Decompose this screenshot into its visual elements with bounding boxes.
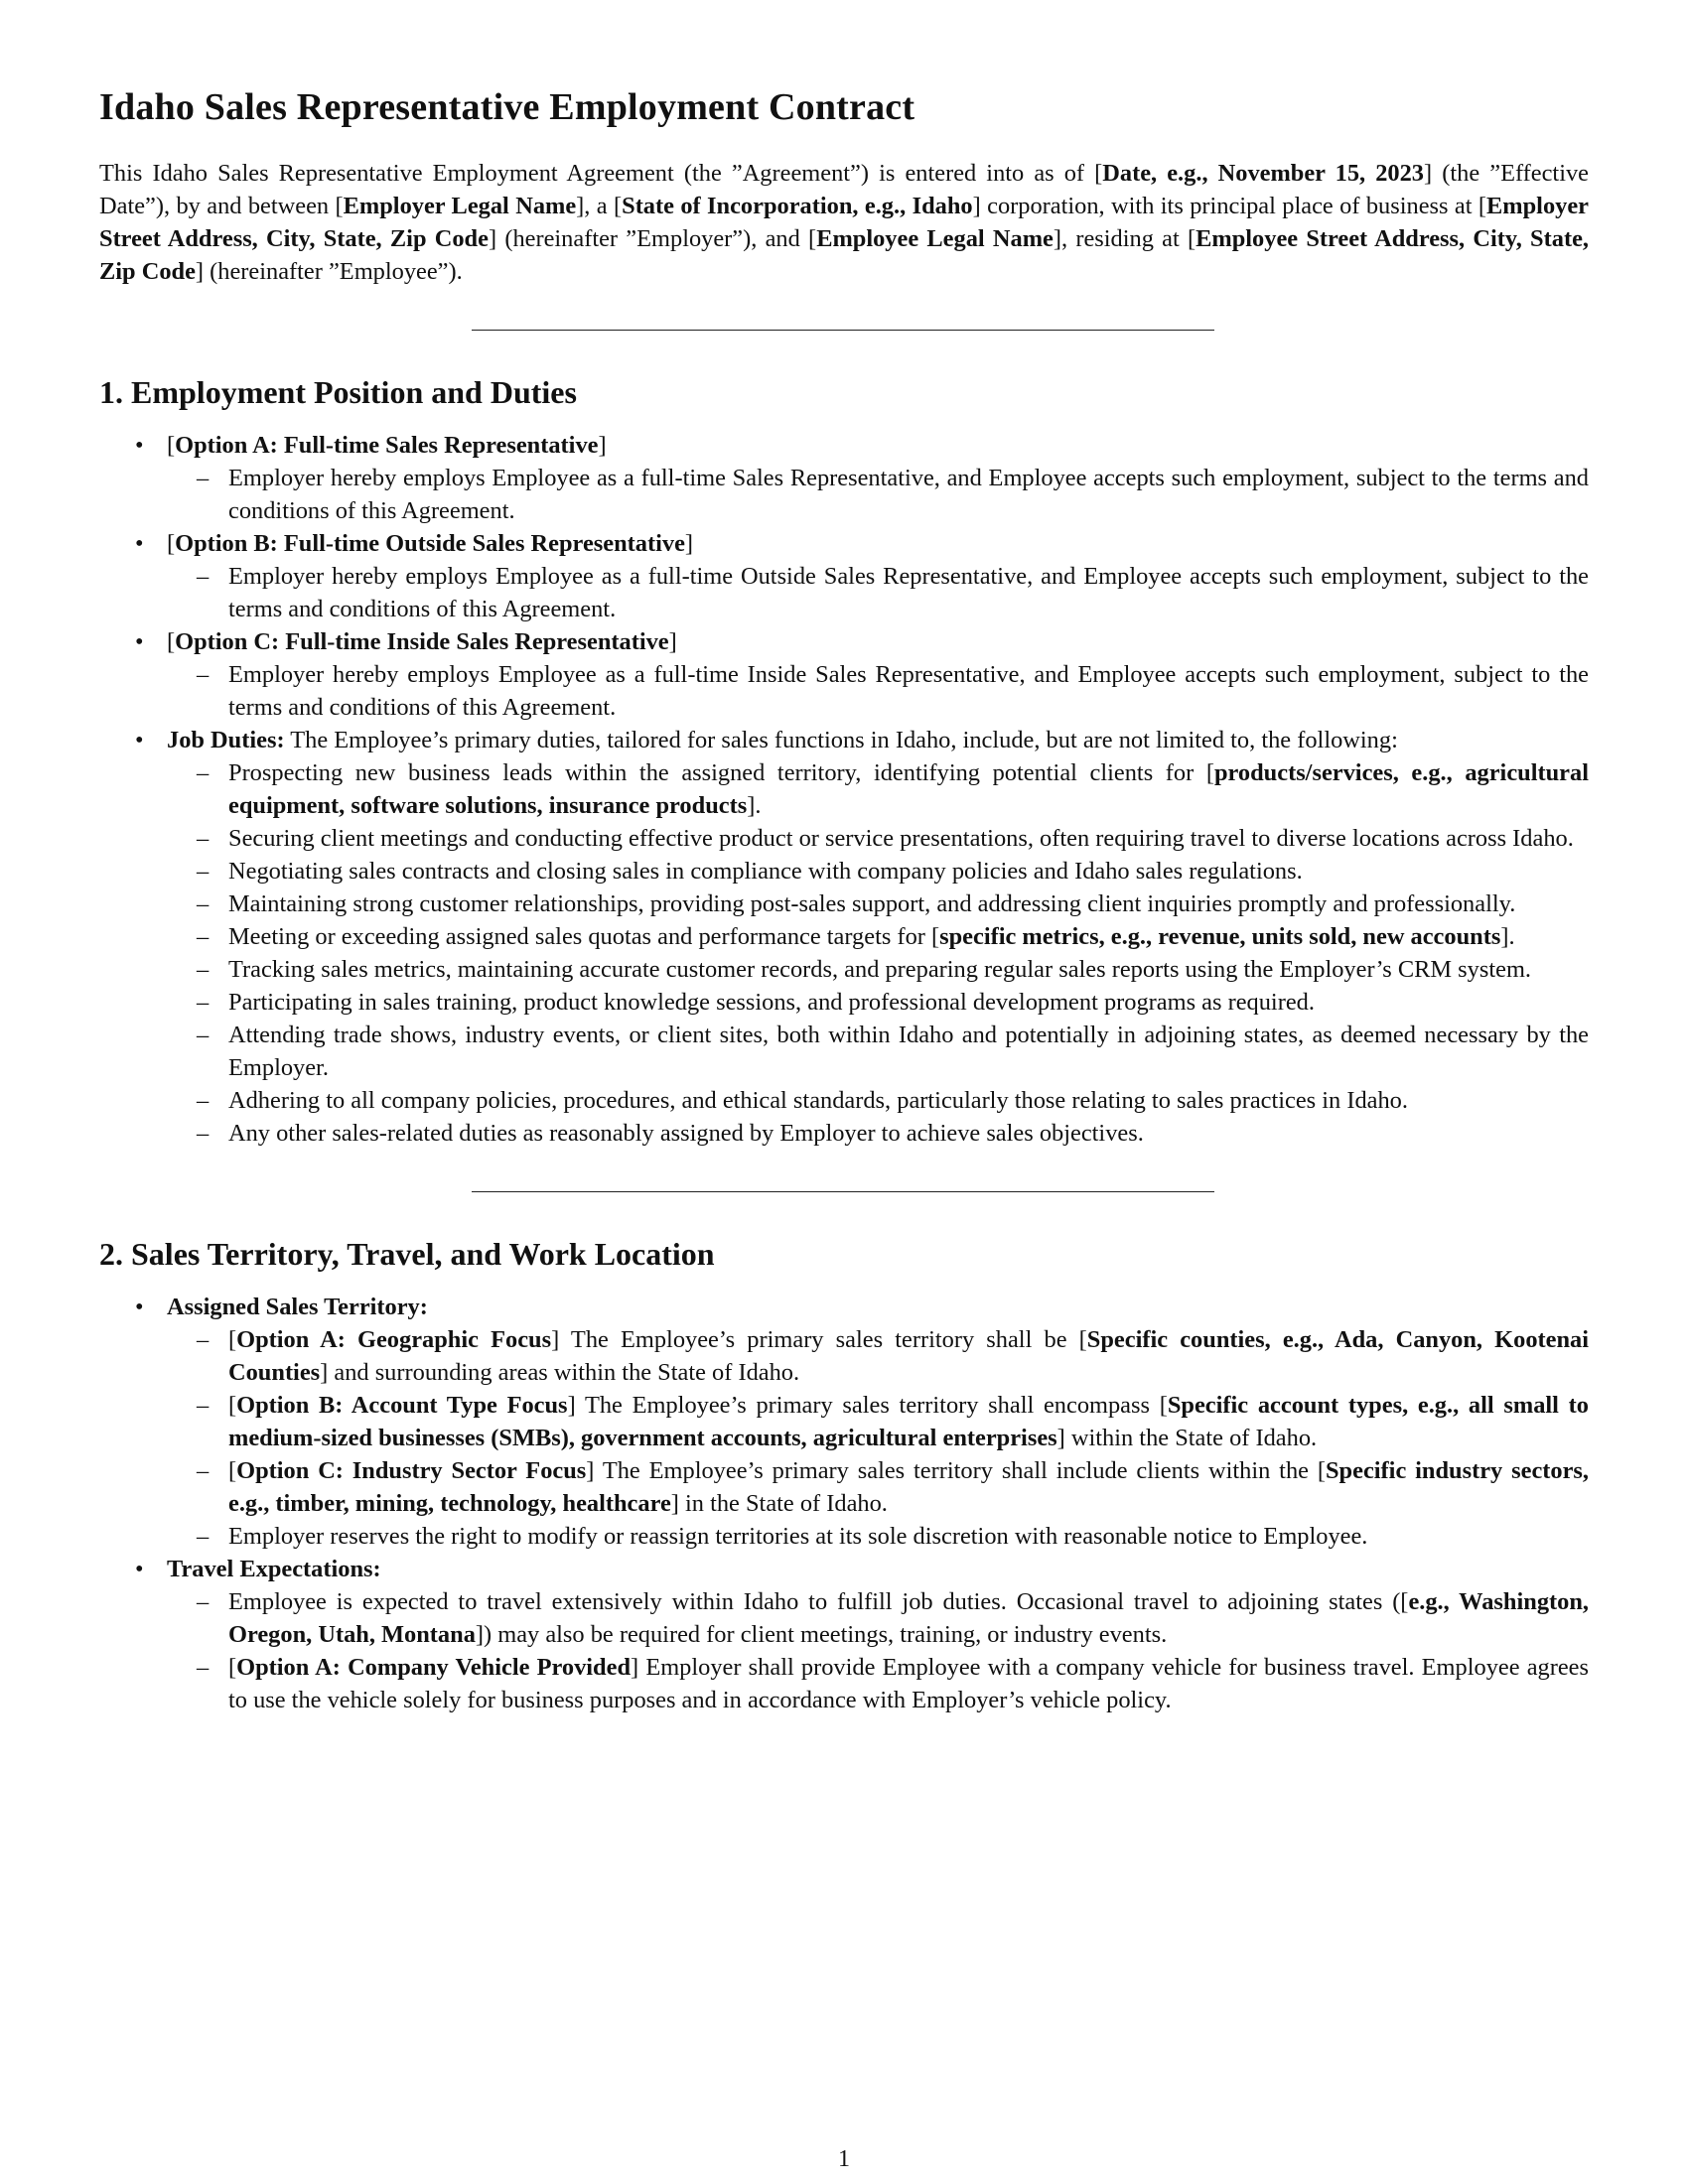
- duties-list: [167, 756, 1589, 1150]
- list-item: – Maintaining strong customer relationships, providing post-sales support, and addressing client inquiries promptly and professionally.: [167, 887, 1589, 920]
- bullet-icon: •: [135, 1294, 144, 1320]
- section-1: [99, 374, 1589, 1150]
- dash-icon: –: [197, 858, 210, 885]
- date-placeholder: Date, e.g., November 15, 2023: [1102, 160, 1425, 187]
- intro-paragraph: This Idaho Sales Representative Employment Agreement (the ”Agreement”) is entered into as of [Date, e.g., November 15, 2023] (the ”Effective Date”), by and between [Employer Legal Name], a [State of Incorporation, e.g., Idaho] corporation, with its principal place of business at [Employer Street Address, City, State, Zip Code] (hereinafter ”Employer”), and [Employee Legal Name], residing at [Employee Street Address, City, State, Zip Code] (hereinafter ”Employee”).: [99, 160, 1589, 285]
- list-item: – Any other sales-related duties as reasonably assigned by Employer to achieve sales objectives.: [167, 1117, 1589, 1150]
- dash-icon: –: [197, 1392, 210, 1419]
- dash-icon: –: [197, 923, 210, 950]
- dash-icon: –: [197, 1523, 210, 1550]
- document-page: [99, 85, 1589, 1716]
- bullet-icon: •: [135, 628, 144, 655]
- section-2-list: [99, 1291, 1589, 1716]
- section-2: [99, 1236, 1589, 1716]
- dash-icon: –: [197, 956, 210, 983]
- dash-icon: –: [197, 661, 210, 688]
- employer-name-placeholder: Employer Legal Name: [343, 193, 577, 219]
- list-item: • [Option A: Full-time Sales Representative] – Employer hereby employs Employee as a full-time Sales Representative, and Employee accepts such employment, subject to the terms and conditions of this Agreement.: [99, 429, 1589, 527]
- list-item: – [Option B: Account Type Focus] The Employee’s primary sales territory shall encompass [Specific account types, e.g., all small to medium-sized businesses (SMBs), government accounts, agricultural enterprises] within the State of Idaho.: [167, 1389, 1589, 1454]
- employee-name-placeholder: Employee Legal Name: [816, 225, 1054, 252]
- list-item: – Prospecting new business leads within the assigned territory, identifying potential clients for [products/services, e.g., agricultural equipment, software solutions, insurance products].: [167, 756, 1589, 822]
- list-item: – [Option A: Geographic Focus] The Employee’s primary sales territory shall be [Specific counties, e.g., Ada, Canyon, Kootenai Counties] and surrounding areas within the State of Idaho.: [167, 1323, 1589, 1389]
- document-title: Idaho Sales Representative Employment Contract: [99, 86, 915, 128]
- list-item: – Tracking sales metrics, maintaining accurate customer records, and preparing regular sales reports using the Employer’s CRM system.: [167, 953, 1589, 986]
- list-item: – Employer hereby employs Employee as a full-time Outside Sales Representative, and Employee accepts such employment, subject to the terms and conditions of this Agreement.: [167, 560, 1589, 625]
- dash-icon: –: [197, 1654, 210, 1681]
- employer-address-placeholder: Employer Street Address, City, State, Zip Code: [99, 193, 1589, 252]
- list-item: – [Option C: Industry Sector Focus] The Employee’s primary sales territory shall include clients within the [Specific industry sectors, e.g., timber, mining, technology, healthcare] in the State of Idaho.: [167, 1454, 1589, 1520]
- section-2-heading: 2. Sales Territory, Travel, and Work Location: [99, 1236, 715, 1272]
- list-item: – Attending trade shows, industry events, or client sites, both within Idaho and potentially in adjoining states, as deemed necessary by the Employer.: [167, 1019, 1589, 1084]
- bullet-icon: •: [135, 432, 144, 459]
- dash-icon: –: [197, 1326, 210, 1353]
- dash-icon: –: [197, 563, 210, 590]
- list-item: – Employer hereby employs Employee as a full-time Sales Representative, and Employee accepts such employment, subject to the terms and conditions of this Agreement.: [167, 462, 1589, 527]
- list-item: – Meeting or exceeding assigned sales quotas and performance targets for [specific metrics, e.g., revenue, units sold, new accounts].: [167, 920, 1589, 953]
- list-item: – Employee is expected to travel extensively within Idaho to fulfill job duties. Occasional travel to adjoining states ([e.g., Washington, Oregon, Utah, Montana]) may also be required for client meetings, training, or industry events.: [167, 1585, 1589, 1651]
- list-item-job-duties: • Job Duties: The Employee’s primary duties, tailored for sales functions in Idaho, include, but are not limited to, the following: – Prospecting new business leads within the assigned territory, identifying potential clients for [products/services, e.g., agricultural equipment, software solutions, insurance products]. – Securing client meetings and conducting effective product or service presentations, often requiring travel to diverse locations across Idaho. – Negotiating sales contracts and closing sales in compliance with company policies and Idaho sales regulations. – Maintaining strong customer relationships, providing post-sales support, and addressing client inquiries promptly and professionally. – Meeting or exceeding assigned sales quotas and performance targets for [specific metrics, e.g., revenue, units sold, new accounts]. – Tracking sales metrics, maintaining accurate customer records, and preparing regular sales reports using the Employer’s CRM system. – Participating in sales training, product knowledge sessions, and professional development programs as required. – Attending trade shows, industry events, or client sites, both within Idaho and potentially in adjoining states, as deemed necessary by the Employer. – Adhering to all company policies, procedures, and ethical standards, particularly those relating to sales practices in Idaho. – Any other sales-related duties as reasonably assigned by Employer to achieve sales objectives.: [99, 724, 1589, 1150]
- dash-icon: –: [197, 890, 210, 917]
- list-item: – Negotiating sales contracts and closing sales in compliance with company policies and Idaho sales regulations.: [167, 855, 1589, 887]
- dash-icon: –: [197, 759, 210, 786]
- list-item: – [Option A: Company Vehicle Provided] Employer shall provide Employee with a company vehicle for business travel. Employee agrees to use the vehicle solely for business purposes and in accordance with Employer’s vehicle policy.: [167, 1651, 1589, 1716]
- list-item: – Employer reserves the right to modify or reassign territories at its sole discretion with reasonable notice to Employee.: [167, 1520, 1589, 1553]
- list-item-territory: • Assigned Sales Territory: – [Option A: Geographic Focus] The Employee’s primary sales territory shall be [Specific counties, e.g., Ada, Canyon, Kootenai Counties] and surrounding areas within the State of Idaho. – [Option B: Account Type Focus] The Employee’s primary sales territory shall encompass [Specific account types, e.g., all small to medium-sized businesses (SMBs), government accounts, agricultural enterprises] within the State of Idaho. – [Option C: Industry Sector Focus] The Employee’s primary sales territory shall include clients within the [Specific industry sectors, e.g., timber, mining, technology, healthcare] in the State of Idaho. – Employer reserves the right to modify or reassign territories at its sole discretion with reasonable notice to Employee.: [99, 1291, 1589, 1553]
- state-placeholder: State of Incorporation, e.g., Idaho: [622, 193, 973, 219]
- bullet-icon: •: [135, 727, 144, 753]
- bullet-icon: •: [135, 1556, 144, 1582]
- section-1-list: [99, 429, 1589, 1150]
- list-item: – Securing client meetings and conducting effective product or service presentations, often requiring travel to diverse locations across Idaho.: [167, 822, 1589, 855]
- dash-icon: –: [197, 1120, 210, 1147]
- list-item-travel: • Travel Expectations: – Employee is expected to travel extensively within Idaho to fulfill job duties. Occasional travel to adjoining states ([e.g., Washington, Oregon, Utah, Montana]) may also be required for client meetings, training, or industry events. – [Option A: Company Vehicle Provided] Employer shall provide Employee with a company vehicle for business travel. Employee agrees to use the vehicle solely for business purposes and in accordance with Employer’s vehicle policy.: [99, 1553, 1589, 1716]
- dash-icon: –: [197, 1087, 210, 1114]
- list-item: – Adhering to all company policies, procedures, and ethical standards, particularly those relating to sales practices in Idaho.: [167, 1084, 1589, 1117]
- list-item: – Participating in sales training, product knowledge sessions, and professional development programs as required.: [167, 986, 1589, 1019]
- divider: [472, 330, 1214, 331]
- dash-icon: –: [197, 465, 210, 491]
- dash-icon: –: [197, 989, 210, 1016]
- divider: [472, 1191, 1214, 1192]
- dash-icon: –: [197, 1588, 210, 1615]
- list-item: • [Option B: Full-time Outside Sales Representative] – Employer hereby employs Employee as a full-time Outside Sales Representative, and Employee accepts such employment, subject to the terms and conditions of this Agreement.: [99, 527, 1589, 625]
- list-item: • [Option C: Full-time Inside Sales Representative] – Employer hereby employs Employee as a full-time Inside Sales Representative, and Employee accepts such employment, subject to the terms and conditions of this Agreement.: [99, 625, 1589, 724]
- bullet-icon: •: [135, 530, 144, 557]
- list-item: – Employer hereby employs Employee as a full-time Inside Sales Representative, and Employee accepts such employment, subject to the terms and conditions of this Agreement.: [167, 658, 1589, 724]
- employee-address-placeholder: Employee Street Address, City, State, Zip Code: [99, 225, 1589, 285]
- dash-icon: –: [197, 1022, 210, 1048]
- page-number: 1: [838, 2146, 850, 2172]
- dash-icon: –: [197, 1457, 210, 1484]
- section-1-heading: 1. Employment Position and Duties: [99, 374, 577, 410]
- dash-icon: –: [197, 825, 210, 852]
